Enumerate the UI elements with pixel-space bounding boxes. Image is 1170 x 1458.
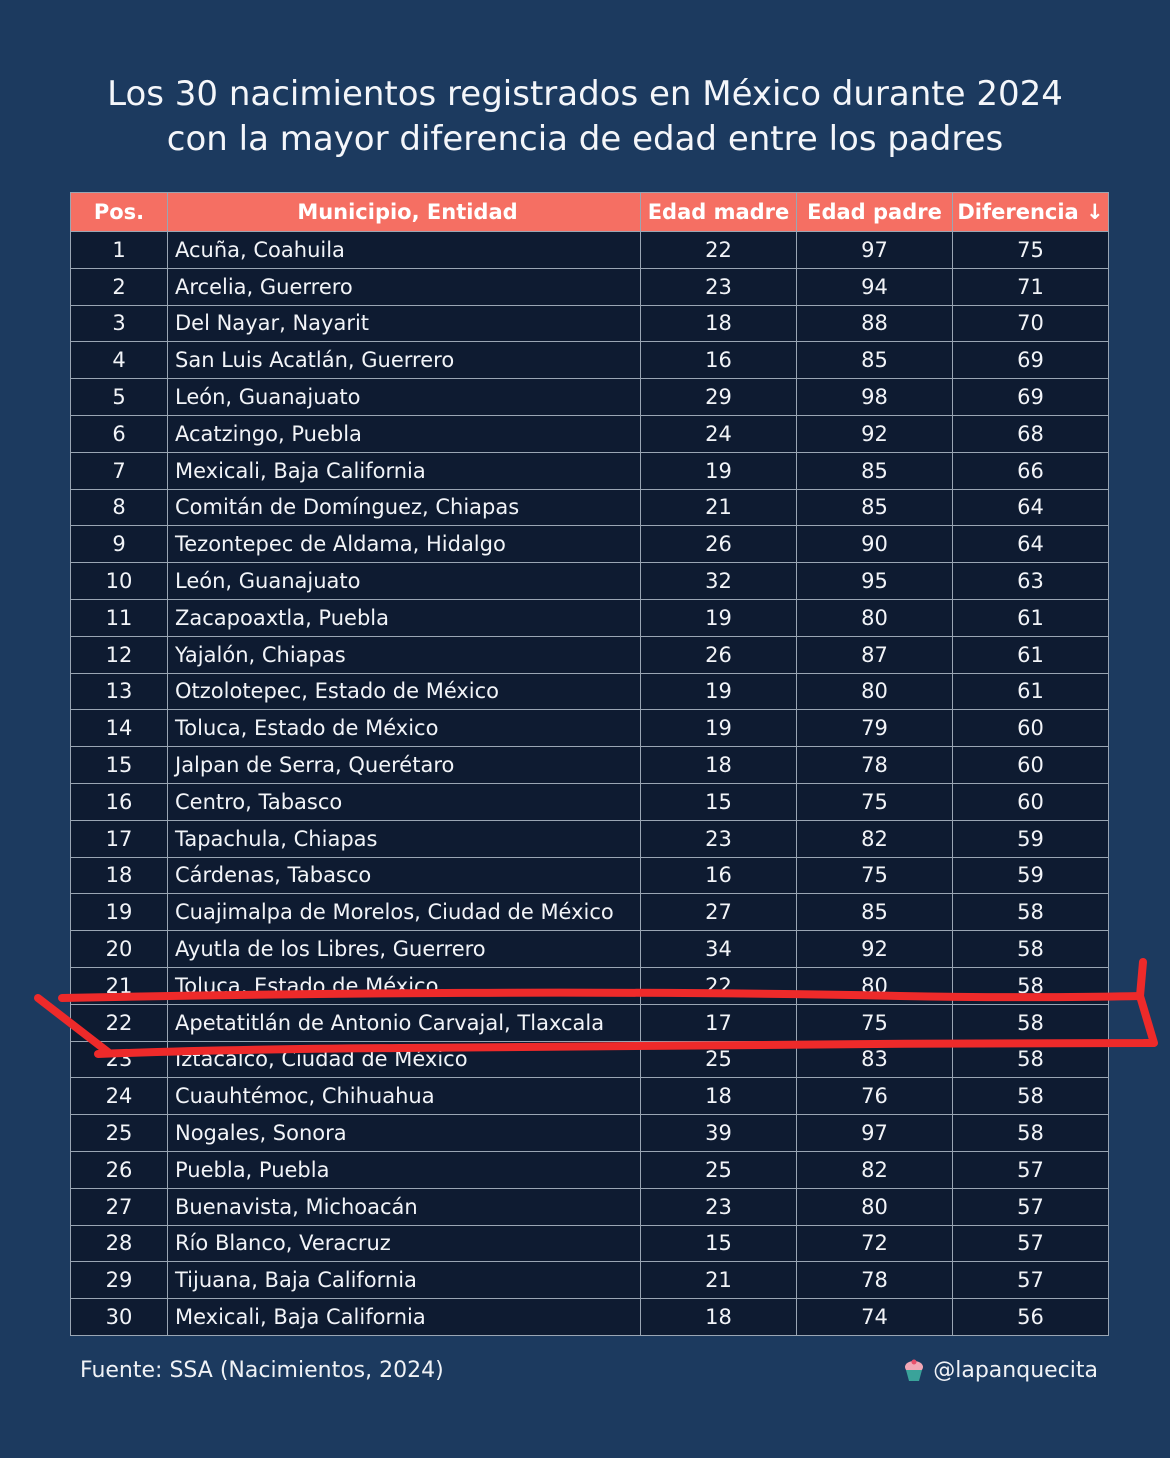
cell-edad-madre: 26 xyxy=(641,636,797,673)
cell-municipio: León, Guanajuato xyxy=(168,563,641,600)
cell-edad-padre: 85 xyxy=(797,894,953,931)
chart-title-line-1: Los 30 nacimientos registrados en México durante 2024 xyxy=(107,74,1063,114)
table-row xyxy=(71,599,1109,636)
cell-edad-madre: 16 xyxy=(641,342,797,379)
cell-edad-padre: 88 xyxy=(797,305,953,342)
cell-pos: 22 xyxy=(71,1004,168,1041)
cell-edad-madre: 15 xyxy=(641,783,797,820)
cell-edad-padre: 80 xyxy=(797,967,953,1004)
cell-diferencia: 57 xyxy=(953,1151,1109,1188)
cell-diferencia: 57 xyxy=(953,1225,1109,1262)
cell-municipio: Iztacalco, Ciudad de México xyxy=(168,1041,641,1078)
cell-pos: 4 xyxy=(71,342,168,379)
cell-edad-padre: 92 xyxy=(797,931,953,968)
cell-municipio: Mexicali, Baja California xyxy=(168,452,641,489)
table-body xyxy=(71,232,1109,1336)
cell-diferencia: 64 xyxy=(953,526,1109,563)
table-row xyxy=(71,415,1109,452)
cell-pos: 24 xyxy=(71,1078,168,1115)
cell-edad-padre: 98 xyxy=(797,379,953,416)
cell-diferencia: 63 xyxy=(953,563,1109,600)
table-row xyxy=(71,710,1109,747)
cell-pos: 30 xyxy=(71,1299,168,1336)
cell-diferencia: 58 xyxy=(953,1041,1109,1078)
cell-pos: 28 xyxy=(71,1225,168,1262)
source-note: Fuente: SSA (Nacimientos, 2024) xyxy=(80,1358,444,1383)
cell-diferencia: 60 xyxy=(953,710,1109,747)
cell-pos: 18 xyxy=(71,857,168,894)
cell-municipio: Jalpan de Serra, Querétaro xyxy=(168,747,641,784)
cell-municipio: Puebla, Puebla xyxy=(168,1151,641,1188)
table-row xyxy=(71,747,1109,784)
cell-municipio: Yajalón, Chiapas xyxy=(168,636,641,673)
cell-pos: 14 xyxy=(71,710,168,747)
author-credit xyxy=(903,1358,1098,1383)
table-row xyxy=(71,379,1109,416)
cell-diferencia: 71 xyxy=(953,268,1109,305)
table-row xyxy=(71,967,1109,1004)
cell-diferencia: 61 xyxy=(953,636,1109,673)
cell-edad-madre: 21 xyxy=(641,489,797,526)
column-header-municipio: Municipio, Entidad xyxy=(168,193,641,232)
cell-diferencia: 70 xyxy=(953,305,1109,342)
cell-diferencia: 64 xyxy=(953,489,1109,526)
cell-edad-madre: 25 xyxy=(641,1151,797,1188)
cell-diferencia: 61 xyxy=(953,599,1109,636)
chart-title xyxy=(0,72,1170,162)
cell-edad-padre: 82 xyxy=(797,820,953,857)
cell-edad-madre: 18 xyxy=(641,747,797,784)
cell-diferencia: 61 xyxy=(953,673,1109,710)
cell-edad-padre: 80 xyxy=(797,673,953,710)
cell-edad-padre: 82 xyxy=(797,1151,953,1188)
cell-diferencia: 56 xyxy=(953,1299,1109,1336)
cell-edad-madre: 22 xyxy=(641,967,797,1004)
cell-municipio: Zacapoaxtla, Puebla xyxy=(168,599,641,636)
cell-edad-madre: 19 xyxy=(641,673,797,710)
cell-edad-padre: 76 xyxy=(797,1078,953,1115)
cell-edad-madre: 15 xyxy=(641,1225,797,1262)
cell-edad-madre: 18 xyxy=(641,1078,797,1115)
cell-municipio: Cuajimalpa de Morelos, Ciudad de México xyxy=(168,894,641,931)
cell-pos: 17 xyxy=(71,820,168,857)
cell-diferencia: 75 xyxy=(953,232,1109,269)
cell-diferencia: 57 xyxy=(953,1188,1109,1225)
cell-municipio: Tapachula, Chiapas xyxy=(168,820,641,857)
table-row xyxy=(71,783,1109,820)
cell-edad-padre: 92 xyxy=(797,415,953,452)
cell-edad-padre: 85 xyxy=(797,452,953,489)
cell-diferencia: 66 xyxy=(953,452,1109,489)
cell-municipio: Acatzingo, Puebla xyxy=(168,415,641,452)
table-row xyxy=(71,894,1109,931)
table-row xyxy=(71,1078,1109,1115)
cell-edad-padre: 75 xyxy=(797,1004,953,1041)
cell-diferencia: 59 xyxy=(953,857,1109,894)
cell-edad-padre: 79 xyxy=(797,710,953,747)
chart-title-line-2: con la mayor diferencia de edad entre los padres xyxy=(166,119,1004,159)
cell-pos: 13 xyxy=(71,673,168,710)
table-row xyxy=(71,1004,1109,1041)
cell-municipio: Otzolotepec, Estado de México xyxy=(168,673,641,710)
cell-municipio: Cárdenas, Tabasco xyxy=(168,857,641,894)
cell-edad-madre: 23 xyxy=(641,268,797,305)
cell-pos: 16 xyxy=(71,783,168,820)
cell-edad-madre: 29 xyxy=(641,379,797,416)
cell-pos: 8 xyxy=(71,489,168,526)
table-row xyxy=(71,452,1109,489)
cell-pos: 19 xyxy=(71,894,168,931)
cell-edad-madre: 24 xyxy=(641,415,797,452)
cell-diferencia: 58 xyxy=(953,1078,1109,1115)
cell-pos: 20 xyxy=(71,931,168,968)
cell-edad-madre: 21 xyxy=(641,1262,797,1299)
cell-municipio: Cuauhtémoc, Chihuahua xyxy=(168,1078,641,1115)
cell-edad-madre: 23 xyxy=(641,1188,797,1225)
cell-pos: 9 xyxy=(71,526,168,563)
table-row xyxy=(71,1188,1109,1225)
cell-edad-padre: 94 xyxy=(797,268,953,305)
cell-edad-madre: 23 xyxy=(641,820,797,857)
cell-edad-madre: 34 xyxy=(641,931,797,968)
cell-pos: 15 xyxy=(71,747,168,784)
cell-municipio: Tezontepec de Aldama, Hidalgo xyxy=(168,526,641,563)
cell-diferencia: 57 xyxy=(953,1262,1109,1299)
cell-municipio: San Luis Acatlán, Guerrero xyxy=(168,342,641,379)
cell-edad-padre: 75 xyxy=(797,783,953,820)
cell-edad-padre: 80 xyxy=(797,599,953,636)
table-row xyxy=(71,636,1109,673)
cell-municipio: Buenavista, Michoacán xyxy=(168,1188,641,1225)
cell-edad-madre: 25 xyxy=(641,1041,797,1078)
cell-municipio: Toluca, Estado de México xyxy=(168,967,641,1004)
table-row xyxy=(71,1151,1109,1188)
cell-municipio: Comitán de Domínguez, Chiapas xyxy=(168,489,641,526)
cell-diferencia: 69 xyxy=(953,342,1109,379)
cell-pos: 12 xyxy=(71,636,168,673)
table-row xyxy=(71,489,1109,526)
cell-municipio: Tijuana, Baja California xyxy=(168,1262,641,1299)
cell-edad-madre: 19 xyxy=(641,452,797,489)
cell-municipio: Arcelia, Guerrero xyxy=(168,268,641,305)
cell-diferencia: 58 xyxy=(953,1115,1109,1152)
cell-diferencia: 58 xyxy=(953,894,1109,931)
author-handle: @lapanquecita xyxy=(933,1358,1098,1383)
cell-municipio: Nogales, Sonora xyxy=(168,1115,641,1152)
cell-pos: 5 xyxy=(71,379,168,416)
cell-pos: 7 xyxy=(71,452,168,489)
cell-edad-padre: 74 xyxy=(797,1299,953,1336)
cell-municipio: León, Guanajuato xyxy=(168,379,641,416)
cell-edad-madre: 26 xyxy=(641,526,797,563)
cell-diferencia: 60 xyxy=(953,783,1109,820)
cell-pos: 2 xyxy=(71,268,168,305)
table-row xyxy=(71,931,1109,968)
cell-edad-madre: 32 xyxy=(641,563,797,600)
table-row xyxy=(71,1115,1109,1152)
table-row xyxy=(71,673,1109,710)
cell-edad-madre: 19 xyxy=(641,599,797,636)
cell-municipio: Ayutla de los Libres, Guerrero xyxy=(168,931,641,968)
table-row xyxy=(71,857,1109,894)
cell-municipio: Acuña, Coahuila xyxy=(168,232,641,269)
table-row xyxy=(71,820,1109,857)
cell-edad-madre: 22 xyxy=(641,232,797,269)
cell-edad-padre: 90 xyxy=(797,526,953,563)
cell-diferencia: 58 xyxy=(953,967,1109,1004)
cell-edad-padre: 97 xyxy=(797,232,953,269)
cell-pos: 26 xyxy=(71,1151,168,1188)
cell-edad-padre: 85 xyxy=(797,342,953,379)
column-header-diferencia: Diferencia ↓ xyxy=(953,193,1109,232)
cell-municipio: Centro, Tabasco xyxy=(168,783,641,820)
cell-municipio: Mexicali, Baja California xyxy=(168,1299,641,1336)
cell-diferencia: 60 xyxy=(953,747,1109,784)
table-row xyxy=(71,526,1109,563)
column-header-edad-madre: Edad madre xyxy=(641,193,797,232)
table-row xyxy=(71,305,1109,342)
cell-edad-padre: 75 xyxy=(797,857,953,894)
column-header-pos: Pos. xyxy=(71,193,168,232)
cell-edad-madre: 18 xyxy=(641,305,797,342)
cell-pos: 21 xyxy=(71,967,168,1004)
cell-edad-padre: 80 xyxy=(797,1188,953,1225)
cell-pos: 6 xyxy=(71,415,168,452)
cell-diferencia: 68 xyxy=(953,415,1109,452)
cell-municipio: Apetatitlán de Antonio Carvajal, Tlaxcala xyxy=(168,1004,641,1041)
table-row xyxy=(71,232,1109,269)
cell-pos: 3 xyxy=(71,305,168,342)
cell-edad-padre: 78 xyxy=(797,1262,953,1299)
cell-pos: 23 xyxy=(71,1041,168,1078)
cell-diferencia: 69 xyxy=(953,379,1109,416)
table-row xyxy=(71,1041,1109,1078)
table-header-row xyxy=(71,193,1109,232)
cell-edad-padre: 72 xyxy=(797,1225,953,1262)
table-row xyxy=(71,563,1109,600)
cell-pos: 11 xyxy=(71,599,168,636)
cell-diferencia: 59 xyxy=(953,820,1109,857)
cell-edad-padre: 83 xyxy=(797,1041,953,1078)
table-row xyxy=(71,1225,1109,1262)
cell-edad-padre: 87 xyxy=(797,636,953,673)
cell-edad-madre: 17 xyxy=(641,1004,797,1041)
cell-pos: 1 xyxy=(71,232,168,269)
cell-pos: 29 xyxy=(71,1262,168,1299)
cupcake-icon xyxy=(903,1359,925,1383)
ranking-table xyxy=(70,192,1109,1336)
cell-edad-padre: 78 xyxy=(797,747,953,784)
cell-diferencia: 58 xyxy=(953,931,1109,968)
cell-pos: 27 xyxy=(71,1188,168,1225)
cell-edad-padre: 95 xyxy=(797,563,953,600)
cell-edad-madre: 39 xyxy=(641,1115,797,1152)
cell-pos: 10 xyxy=(71,563,168,600)
cell-edad-padre: 97 xyxy=(797,1115,953,1152)
table-row xyxy=(71,342,1109,379)
cell-edad-madre: 18 xyxy=(641,1299,797,1336)
cell-municipio: Del Nayar, Nayarit xyxy=(168,305,641,342)
column-header-edad-padre: Edad padre xyxy=(797,193,953,232)
table-row xyxy=(71,1299,1109,1336)
cell-pos: 25 xyxy=(71,1115,168,1152)
cell-municipio: Río Blanco, Veracruz xyxy=(168,1225,641,1262)
cell-diferencia: 58 xyxy=(953,1004,1109,1041)
table-row xyxy=(71,1262,1109,1299)
cell-edad-madre: 19 xyxy=(641,710,797,747)
cell-municipio: Toluca, Estado de México xyxy=(168,710,641,747)
table-row xyxy=(71,268,1109,305)
cell-edad-padre: 85 xyxy=(797,489,953,526)
cell-edad-madre: 27 xyxy=(641,894,797,931)
cell-edad-madre: 16 xyxy=(641,857,797,894)
